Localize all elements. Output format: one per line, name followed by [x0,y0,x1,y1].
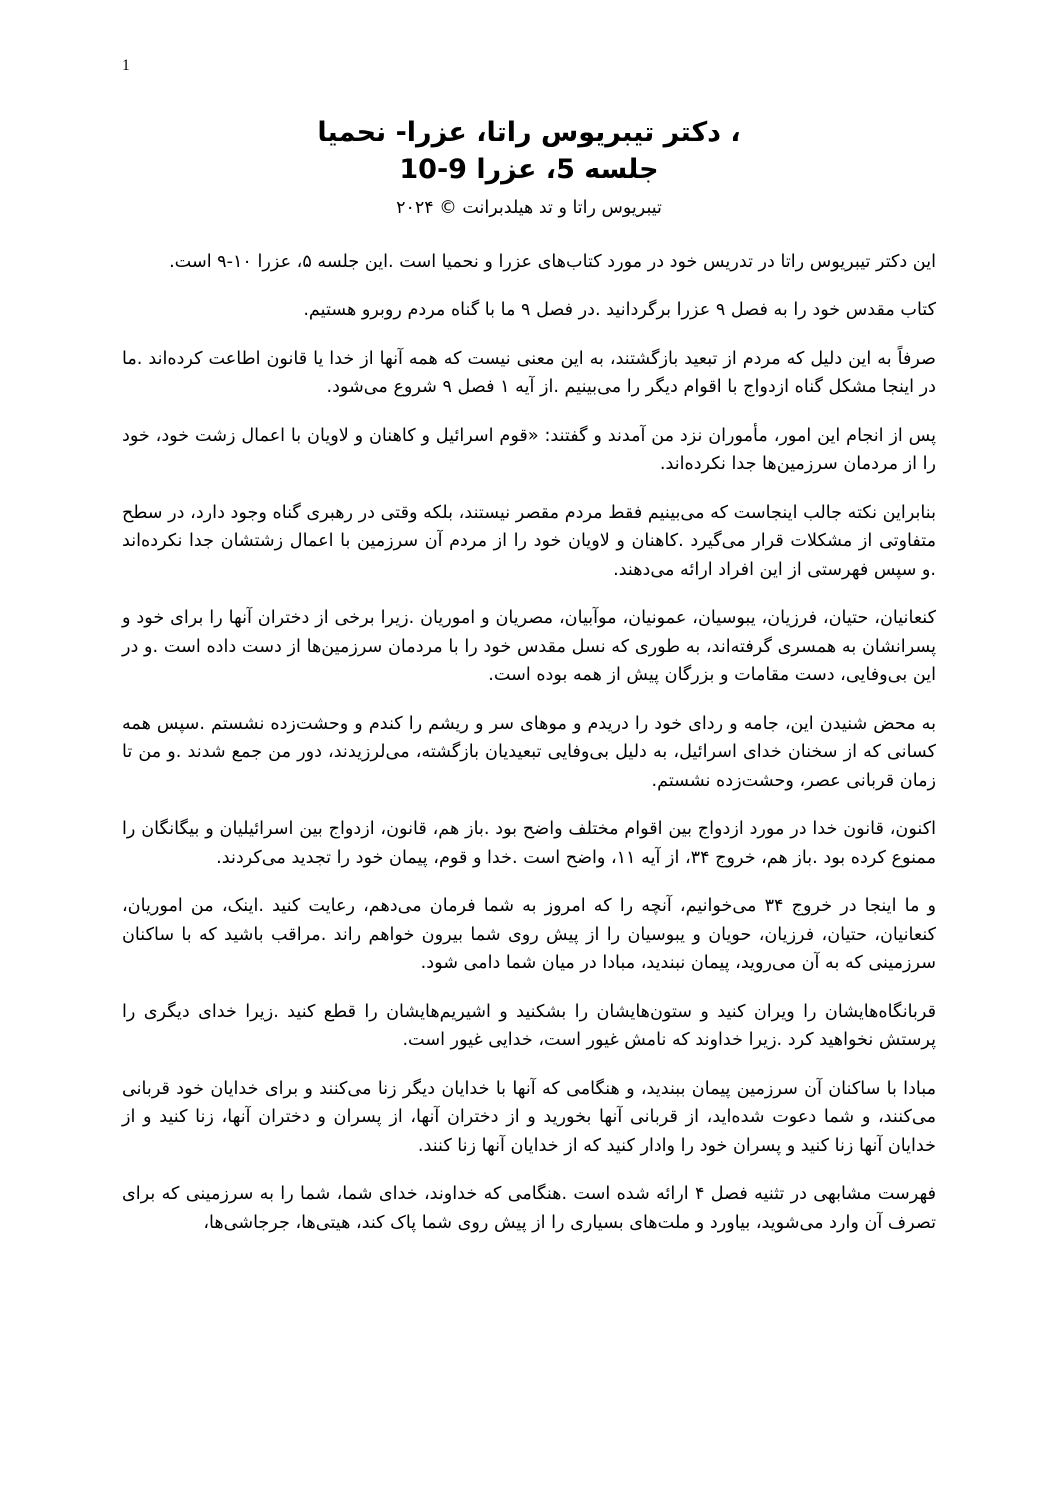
page-subtitle: جلسه 5، عزرا 9-10 [399,154,659,186]
paragraph: مبادا با ساکنان آن سرزمین پیمان ببندید، و هنگامی که آنها با خدایان دیگر زنا می‌کنند و برای خدایان خود قربانی می‌کنند، و شما دعوت شده‌اید، از قربانی آنها بخورید و از دختران آنها، از پسران و دختران آنها، زنا کنید و از خدایان آنها زنا کنید و پسران خود را وادار کنید که از خدایان آنها زنا کنند. [122,1078,936,1156]
paragraph: کتاب مقدس خود را به فصل ۹ عزرا برگردانید .در فصل ۹ ما با گناه مردم روبرو هستیم. [303,300,936,320]
paragraph: بنابراین نکته جالب اینجاست که می‌بینیم فقط مردم مقصر نیستند، بلکه وقتی در رهبری گناه وجود دارد، در سطح متفاوتی از مشکلات قرار می‌گیرد .کاهنان و لاویان خود را از مردم آن سرزمین با اعمال زشتشان جدا نکرده‌اند .و سپس فهرستی از این افراد ارائه می‌دهند. [122,502,936,580]
page-title: ، دکتر تیبریوس راتا، عزرا- نحمیا [317,117,741,148]
page-number: 1 [122,57,130,74]
body-copy [122,248,936,1238]
title-block [122,114,936,218]
paragraph: اکنون، قانون خدا در مورد ازدواج بین اقوام مختلف واضح بود .باز هم، قانون، ازدواج بین اسرائیلیان و بیگانگان را ممنوع کرده بود .باز هم، خروج ۳۴، از آیه ۱۱، واضح است .خدا و قوم، پیمان خود را تجدید می‌کردند. [122,819,936,868]
paragraph: به محض شنیدن این، جامه و ردای خود را دریدم و موهای سر و ریشم را کندم و وحشت‌زده نشستم .سپس همه کسانی که از سخنان خدای اسرائیل، به دلیل بی‌وفایی تبعیدیان بازگشته، می‌لرزیدند، دور من جمع شدند .و من تا زمان قربانی عصر، وحشت‌زده نشستم. [122,713,936,791]
paragraph: پس از انجام این امور، مأموران نزد من آمدند و گفتند: «قوم اسرائیل و کاهنان و لاویان با اعمال زشت خود، خود را از مردمان سرزمین‌ها جدا نکرده‌اند. [122,425,936,474]
paragraph: قربانگاه‌هایشان را ویران کنید و ستون‌هایشان را بشکنید و اشیریم‌هایشان را قطع کنید .زیرا خدای دیگری را پرستش نخواهید کرد .زیرا خداوند که نامش غیور است، خدایی غیور است. [122,1001,936,1050]
paragraph: صرفاً به این دلیل که مردم از تبعید بازگشتند، به این معنی نیست که همه آنها از خدا یا قانون اطاعت کرده‌اند .ما در اینجا مشکل گناه ازدواج با اقوام دیگر را می‌بینیم .از آیه ۱ فصل ۹ شروع می‌شود. [122,348,936,397]
copyright-line: تیبریوس راتا و تد هیلدبرانت © ۲۰۲۴ [396,197,662,218]
paragraph: کنعانیان، حتیان، فرزیان، یبوسیان، عمونیان، موآبیان، مصریان و اموریان .زیرا برخی از دختران آنها را برای خود و پسرانشان به همسری گرفته‌اند، به طوری که نسل مقدس خود را با مردمان سرزمین‌ها از دست داده است .و در این بی‌وفایی، دست مقامات و بزرگان پیش از همه بوده است. [122,608,936,685]
paragraph: فهرست مشابهی در تثنیه فصل ۴ ارائه شده است .هنگامی که خداوند، خدای شما، شما را به سرزمینی که برای تصرف آن وارد می‌شوید، بیاورد و ملت‌های بسیاری را از پیش روی شما پاک کند، هیتی‌ها، جرجاشی‌ها، [122,1184,937,1233]
paragraph: و ما اینجا در خروج ۳۴ می‌خوانیم، آنچه را که امروز به شما فرمان می‌دهم، رعایت کنید .اینک، من اموریان، کنعانیان، حتیان، فرزیان، حویان و یبوسیان را از پیش روی شما بیرون خواهم راند .مراقب باشید که با ساکنان سرزمینی که به آن می‌روید، پیمان نبندید، مبادا در میان شما دامی شود. [122,896,937,973]
paragraph: این دکتر تیبریوس راتا در تدریس خود در مورد کتاب‌های عزرا و نحمیا است .این جلسه ۵، عزرا ۱۰-۹ است. [169,251,936,272]
